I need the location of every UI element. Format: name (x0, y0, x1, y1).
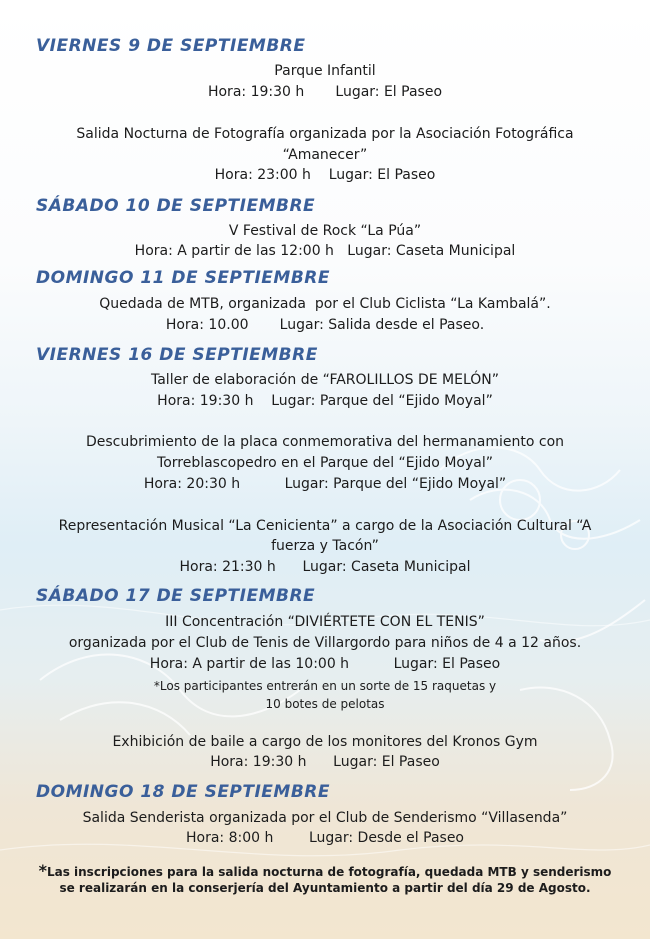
event-time-place (0, 475, 650, 493)
event-time: Hora: 19:30 h (207, 84, 305, 100)
event-time-place (0, 166, 650, 184)
event-time-place (0, 392, 650, 410)
event-time-place (0, 316, 650, 334)
event-time: Hora: 8:00 h (186, 830, 274, 846)
event-place: Lugar: El Paseo (393, 656, 501, 672)
event-place: Lugar: Parque del “Ejido Moyal” (271, 393, 493, 409)
event-time: Hora: A partir de las 10:00 h (149, 656, 350, 672)
event-time: Hora: 19:30 h (157, 393, 254, 409)
event-place: Lugar: El Paseo (335, 84, 443, 100)
event-note: *Los participantes entrerán en un sorte de 15 raquetas y (153, 679, 497, 693)
event-time: Hora: 20:30 h (143, 476, 241, 492)
footnote-text: Las inscripciones para la salida nocturna de fotografía, quedada MTB y senderismo (46, 865, 612, 879)
day-heading: VIERNES 16 DE SEPTIEMBRE (36, 345, 318, 365)
event-time-place (0, 753, 650, 771)
event-name: V Festival de Rock “La Púa” (228, 223, 422, 239)
event-name: Representación Musical “La Cenicienta” a cargo de la Asociación Cultural “A (58, 518, 592, 534)
event-name-cont: “Amanecer” (282, 147, 368, 163)
event-place: Lugar: Caseta Municipal (347, 243, 516, 259)
event-name-cont: organizada por el Club de Tenis de Villargordo para niños de 4 a 12 años. (68, 635, 582, 651)
event-time-place (0, 558, 650, 576)
event-place: Lugar: El Paseo (333, 754, 440, 770)
event-time-place (0, 83, 650, 101)
event-name: III Concentración “DIVIÉRTETE CON EL TENIS” (165, 614, 485, 630)
event-name: Descubrimiento de la placa conmemorativa del hermanamiento con (85, 434, 565, 450)
event-place: Lugar: Caseta Municipal (302, 559, 471, 575)
event-place: Lugar: Salida desde el Paseo. (279, 317, 485, 333)
event-place: Lugar: Desde el Paseo (308, 830, 464, 846)
event-note-cont: 10 botes de pelotas (265, 697, 385, 711)
day-heading: DOMINGO 11 DE SEPTIEMBRE (36, 268, 331, 288)
event-time: Hora: A partir de las 12:00 h (134, 243, 334, 259)
event-name-cont: Torreblascopedro en el Parque del “Ejido Moyal” (157, 455, 493, 471)
day-heading: VIERNES 9 DE SEPTIEMBRE (36, 36, 306, 56)
event-name: Parque Infantil (274, 63, 376, 79)
event-time-place (0, 655, 650, 673)
event-name: Taller de elaboración de “FAROLILLOS DE MELÓN” (150, 372, 499, 388)
event-time: Hora: 10.00 (165, 317, 249, 333)
event-time: Hora: 19:30 h (210, 754, 307, 770)
event-name-cont: fuerza y Tacón” (271, 538, 379, 554)
day-heading: SÁBADO 17 DE SEPTIEMBRE (36, 586, 316, 606)
event-time-place (0, 829, 650, 847)
footnote-asterisk: * (38, 861, 47, 880)
event-name: Salida Nocturna de Fotografía organizada por la Asociación Fotográfica (76, 126, 574, 142)
event-name: Salida Senderista organizada por el Club de Senderismo “Villasenda” (82, 810, 568, 826)
event-time: Hora: 21:30 h (179, 559, 276, 575)
event-place: Lugar: Parque del “Ejido Moyal” (284, 476, 507, 492)
event-name: Quedada de MTB, organizada por el Club Ciclista “La Kambalá”. (99, 296, 551, 312)
event-time-place (0, 242, 650, 260)
event-name: Exhibición de baile a cargo de los monitores del Kronos Gym (112, 734, 538, 750)
footnote-line-2: se realizarán en la conserjería del Ayuntamiento a partir del día 29 de Agosto. (59, 881, 591, 895)
day-heading: DOMINGO 18 DE SEPTIEMBRE (36, 782, 331, 802)
event-time: Hora: 23:00 h (214, 167, 311, 183)
day-heading: SÁBADO 10 DE SEPTIEMBRE (36, 196, 316, 216)
footnote-line (0, 862, 650, 881)
event-place: Lugar: El Paseo (328, 167, 436, 183)
